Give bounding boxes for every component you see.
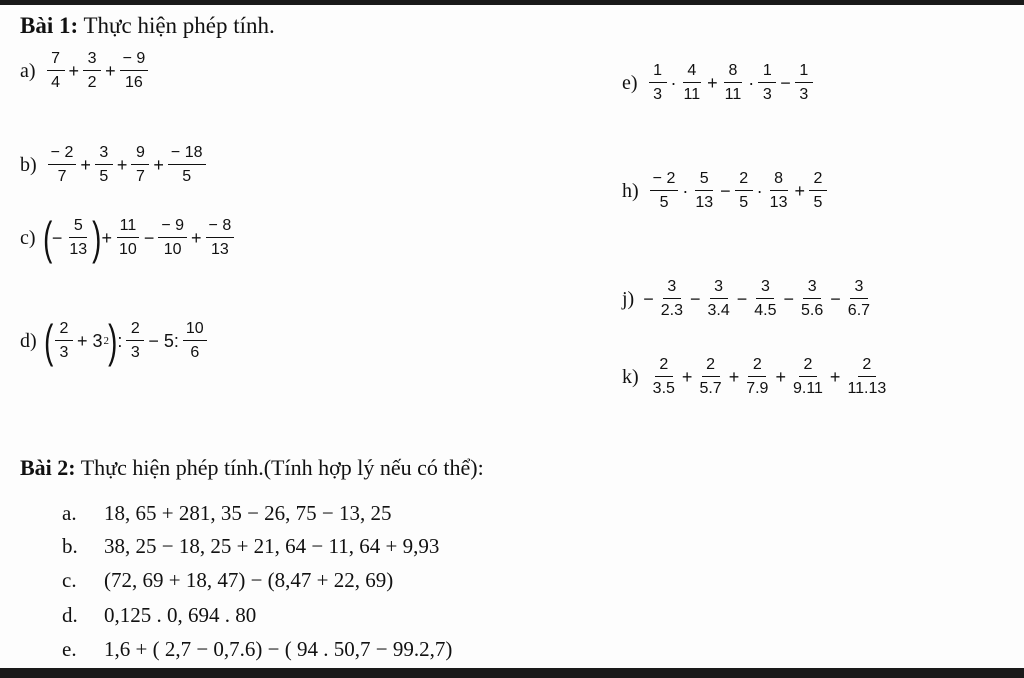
- denominator: 3: [653, 86, 662, 103]
- numerator: 3: [83, 51, 101, 71]
- numerator: 2: [858, 357, 876, 377]
- numerator: 8: [724, 63, 742, 83]
- operator: − 5:: [148, 330, 179, 351]
- numerator: − 8: [206, 218, 235, 238]
- bai1-label: Bài 1:: [20, 13, 79, 38]
- denominator: 3.5: [652, 380, 675, 397]
- fraction: [206, 218, 235, 258]
- fraction: [809, 171, 827, 211]
- operator: −: [783, 288, 795, 309]
- operator: −: [780, 72, 791, 93]
- exercise-j: [622, 279, 876, 319]
- fraction: [650, 357, 678, 397]
- exercise-label: h): [622, 179, 639, 202]
- numerator: 2: [655, 357, 673, 377]
- operator: +: [191, 227, 202, 248]
- operator: −: [736, 288, 748, 309]
- operator: ·: [682, 180, 689, 201]
- denominator: 7.9: [746, 380, 769, 397]
- numerator: 7: [47, 51, 65, 71]
- exercise-c: [20, 212, 237, 264]
- numerator: 2: [748, 357, 766, 377]
- item-expression: 38, 25 − 18, 25 + 21, 64 − 11, 64 + 9,93: [104, 534, 440, 558]
- numerator: − 9: [158, 218, 187, 238]
- exponent: 2: [103, 335, 110, 347]
- exercise-k: [622, 357, 892, 397]
- left-paren: (: [43, 315, 53, 367]
- operator: ·: [670, 72, 677, 93]
- denominator: 5: [739, 194, 749, 211]
- operator: −: [143, 227, 155, 248]
- fraction: [790, 357, 826, 397]
- numerator: 2: [126, 321, 144, 341]
- denominator: 11: [683, 86, 701, 103]
- numerator: 11: [117, 218, 140, 238]
- operator: +: [794, 180, 805, 201]
- bai2-title: Thực hiện phép tính.(Tính hợp lý nếu có thể):: [80, 455, 484, 480]
- bai2-item-d: [62, 603, 256, 628]
- fraction: [681, 63, 704, 103]
- fraction: [126, 321, 144, 361]
- denominator: 10: [163, 241, 182, 258]
- denominator: 11.13: [847, 380, 887, 397]
- fraction: [705, 279, 733, 319]
- exercise-d: [20, 315, 210, 367]
- numerator: 10: [183, 321, 207, 341]
- exercise-e: [622, 63, 816, 103]
- numerator: 3: [803, 279, 821, 299]
- operator: +: [728, 366, 740, 387]
- fraction: [795, 63, 813, 103]
- operator: +: [707, 72, 718, 93]
- exercise-label: e): [622, 71, 638, 94]
- bottom-border: [0, 668, 1024, 678]
- operator: ·: [756, 180, 763, 201]
- right-paren: ): [92, 212, 102, 264]
- numerator: − 2: [650, 171, 679, 191]
- operator: −: [720, 180, 731, 201]
- item-expression: 0,125 . 0, 694 . 80: [104, 603, 257, 627]
- fraction: [658, 279, 686, 319]
- bai2-label: Bài 2:: [20, 455, 76, 480]
- exercise-label: c): [20, 226, 36, 249]
- exercise-a: [20, 51, 151, 91]
- fraction: [722, 63, 745, 103]
- numerator: 5: [69, 218, 87, 238]
- fraction: [183, 321, 207, 361]
- bai2-item-b: [62, 534, 439, 559]
- operator: +: [153, 154, 164, 175]
- denominator: 13: [695, 194, 714, 211]
- denominator: 7: [57, 168, 67, 185]
- numerator: 3: [710, 279, 728, 299]
- fraction: [735, 171, 753, 211]
- operator: +: [829, 366, 841, 387]
- left-paren: (: [42, 212, 52, 264]
- fraction: [95, 145, 113, 185]
- item-expression: (72, 69 + 18, 47) − (8,47 + 22, 69): [104, 568, 394, 592]
- denominator: 5: [813, 194, 823, 211]
- numerator: 2: [55, 321, 73, 341]
- fraction: [844, 357, 889, 397]
- exercise-label: d): [20, 329, 37, 352]
- operator: +: [775, 366, 786, 387]
- item-label: c.: [62, 568, 77, 592]
- denominator: 3: [799, 86, 809, 103]
- operator: :: [117, 330, 123, 351]
- exercise-label: j): [622, 287, 635, 310]
- denominator: 5: [182, 168, 192, 185]
- denominator: 10: [119, 241, 137, 258]
- denominator: 13: [769, 194, 788, 211]
- fraction: [47, 51, 65, 91]
- bai2-item-e: [62, 637, 452, 662]
- numerator: 1: [795, 63, 813, 83]
- operator: + 3: [77, 330, 103, 351]
- denominator: 3: [762, 86, 772, 103]
- worksheet-page: [0, 5, 1024, 668]
- operator: ·: [748, 72, 755, 93]
- fraction: [751, 279, 779, 319]
- operator: −: [689, 288, 701, 309]
- bai1-heading: [20, 13, 275, 39]
- numerator: 1: [758, 63, 776, 83]
- numerator: 3: [850, 279, 868, 299]
- numerator: 3: [756, 279, 774, 299]
- operator: −: [643, 288, 654, 309]
- item-label: d.: [62, 603, 78, 627]
- fraction: [696, 357, 724, 397]
- operator: +: [101, 227, 113, 248]
- numerator: 3: [663, 279, 681, 299]
- fraction: [83, 51, 101, 91]
- exercise-label: a): [20, 59, 36, 82]
- fraction: [845, 279, 873, 319]
- operator: +: [681, 366, 693, 387]
- operator: −: [830, 288, 841, 309]
- numerator: 2: [702, 357, 720, 377]
- bai1-title: Thực hiện phép tính.: [83, 13, 275, 38]
- numerator: − 9: [120, 51, 149, 71]
- operator: +: [105, 60, 116, 81]
- denominator: 9.11: [792, 380, 823, 397]
- numerator: 3: [95, 145, 113, 165]
- fraction: [48, 145, 77, 185]
- fraction: [692, 171, 716, 211]
- denominator: 7: [135, 168, 145, 185]
- denominator: 2: [87, 74, 97, 91]
- operator: +: [80, 154, 91, 175]
- fraction: [116, 218, 140, 258]
- fraction: [168, 145, 206, 185]
- numerator: 9: [131, 145, 149, 165]
- exercise-label: k): [622, 365, 639, 388]
- fraction: [767, 171, 791, 211]
- denominator: 3: [59, 344, 69, 361]
- item-label: b.: [62, 534, 78, 558]
- item-expression: 18, 65 + 281, 35 − 26, 75 − 13, 25: [104, 501, 392, 525]
- denominator: 5.7: [699, 380, 722, 397]
- denominator: 16: [125, 74, 143, 91]
- denominator: 5: [659, 194, 669, 211]
- denominator: 6.7: [847, 302, 871, 319]
- numerator: 5: [695, 171, 713, 191]
- fraction: [66, 218, 90, 258]
- fraction: [158, 218, 187, 258]
- fraction: [758, 63, 776, 103]
- numerator: 8: [770, 171, 788, 191]
- denominator: 3: [130, 344, 140, 361]
- exercise-label: b): [20, 153, 37, 176]
- denominator: 4: [51, 74, 60, 91]
- item-expression: 1,6 + ( 2,7 − 0,7.6) − ( 94 . 50,7 − 99.2,7): [104, 637, 453, 661]
- denominator: 5: [99, 168, 109, 185]
- numerator: 2: [799, 357, 817, 377]
- denominator: 3.4: [707, 302, 730, 319]
- numerator: − 18: [168, 145, 206, 165]
- fraction: [55, 321, 73, 361]
- bai2-item-a: [62, 501, 392, 526]
- denominator: 4.5: [754, 302, 777, 319]
- exercise-b: [20, 145, 209, 185]
- fraction: [650, 171, 679, 211]
- fraction: [743, 357, 771, 397]
- denominator: 5.6: [801, 302, 824, 319]
- fraction: [120, 51, 149, 91]
- numerator: 1: [649, 63, 667, 83]
- bai2-item-c: [62, 568, 393, 593]
- right-paren: ): [108, 315, 118, 367]
- fraction: [649, 63, 667, 103]
- denominator: 6: [190, 344, 200, 361]
- item-label: a.: [62, 501, 77, 525]
- numerator: 4: [683, 63, 701, 83]
- numerator: 2: [735, 171, 753, 191]
- denominator: 11: [724, 86, 742, 103]
- operator: +: [68, 60, 80, 81]
- operator: −: [51, 227, 63, 248]
- item-label: e.: [62, 637, 77, 661]
- exercise-h: [622, 171, 830, 211]
- bai2-heading: [20, 455, 484, 481]
- numerator: 2: [809, 171, 827, 191]
- denominator: 13: [69, 241, 88, 258]
- fraction: [798, 279, 826, 319]
- denominator: 13: [210, 241, 229, 258]
- fraction: [131, 145, 149, 185]
- numerator: − 2: [48, 145, 77, 165]
- denominator: 2.3: [660, 302, 683, 319]
- operator: +: [116, 154, 128, 175]
